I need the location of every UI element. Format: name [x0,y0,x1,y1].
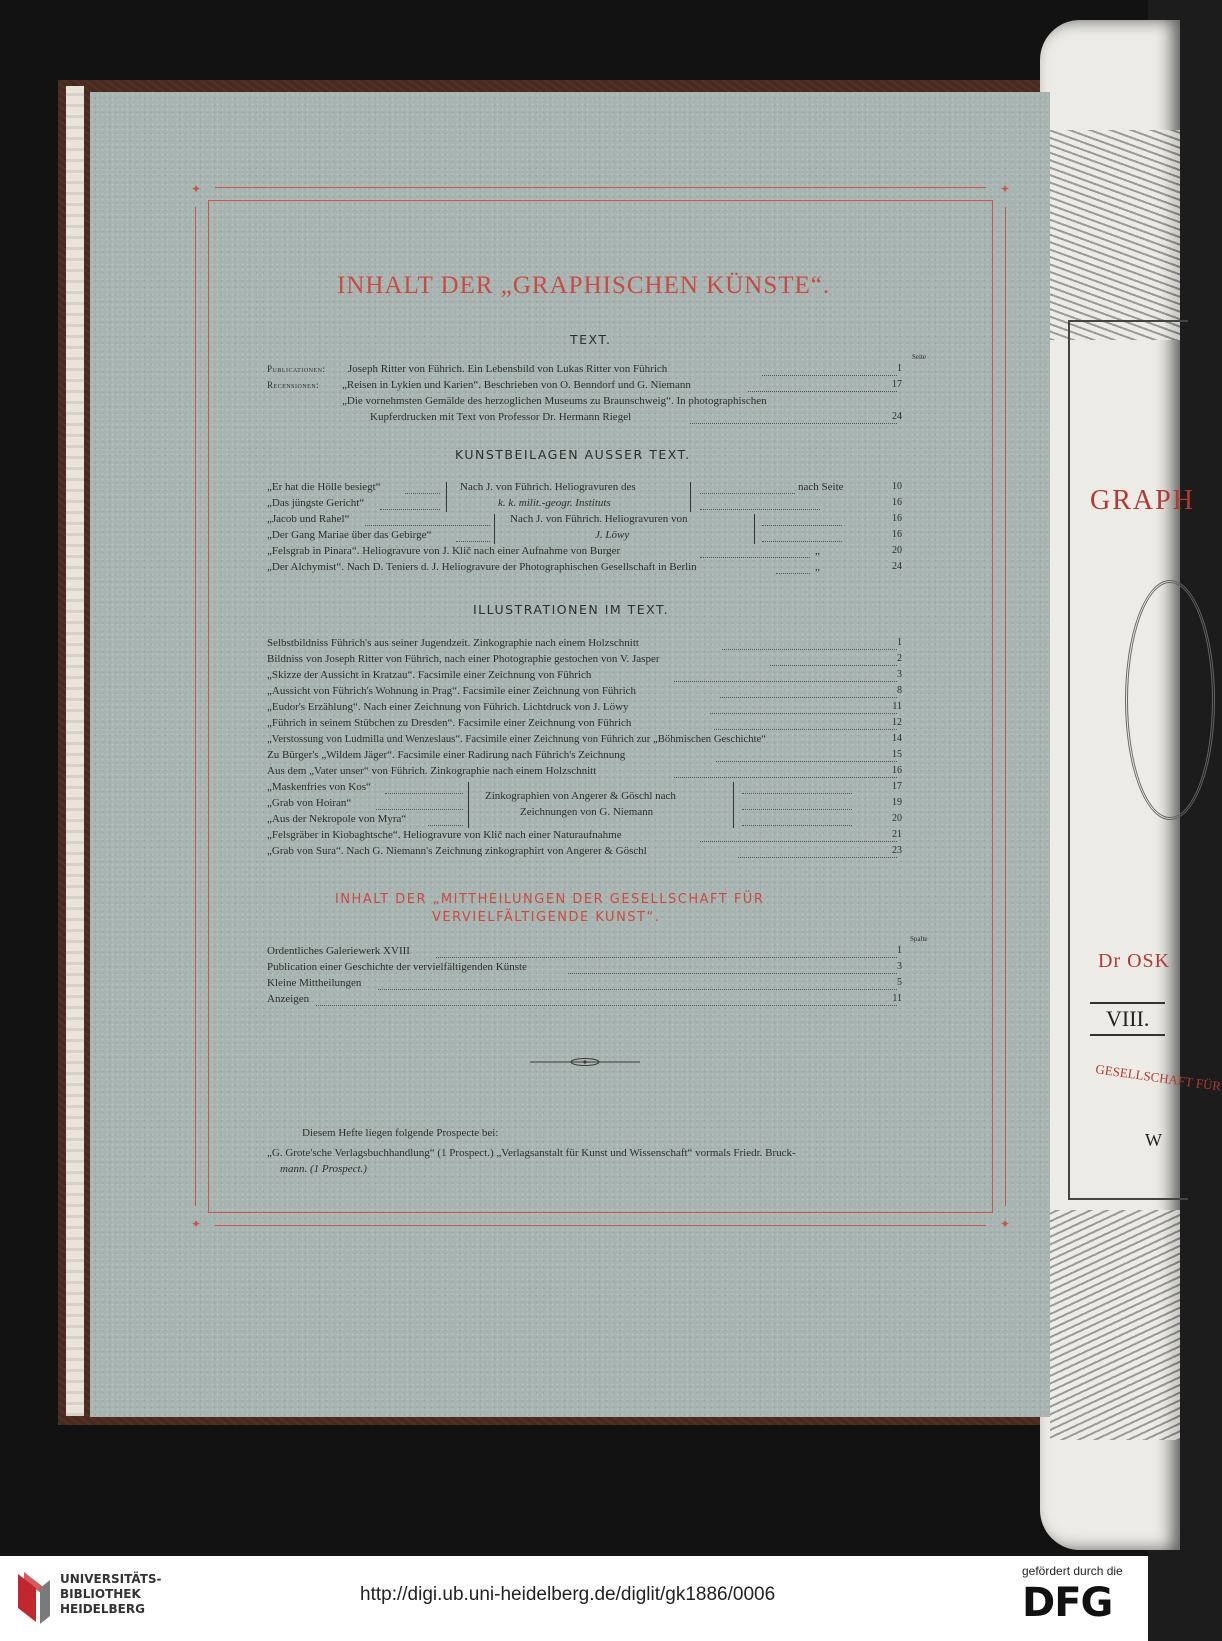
page-number: 16 [892,529,902,540]
page-number: 12 [892,717,902,728]
section-heading-kunstbeilagen: KUNSTBEILAGEN AUSSER TEXT. [455,447,691,462]
page-number: 20 [892,813,902,824]
corner-ornament: ✦ [999,182,1010,196]
mittheilungen-entry: Anzeigen [267,993,310,1005]
label-recensionen: Recensionen: [267,380,320,390]
brace [690,482,691,512]
text-entry: „Die vornehmsten Gemälde des herzoglichen Museums zu Braunschweig“. In photographischen [342,395,767,407]
page-number: 16 [892,513,902,524]
page-number: 15 [892,749,902,760]
group-note: Nach J. von Führich. Heliogravuren des [460,481,636,493]
permalink-url[interactable]: http://digi.ub.uni-heidelberg.de/diglit/gk1886/0006 [360,1584,776,1605]
plate-title: „Felsgrab in Pinara“. Heliogravure von J. Klič nach einer Aufnahme von Burger [267,545,621,557]
illustration-entry: „Felsgräber in Kiobaghtsche“. Heliogravure von Klič nach einer Naturaufnahme [267,829,622,841]
text-entry: Kupferdrucken mit Text von Professor Dr. Hermann Riegel [370,411,632,423]
facing-page [1040,20,1222,1550]
main-title: INHALT DER „GRAPHISCHEN KÜNSTE“. [337,272,831,299]
facing-ornament-top [1050,130,1180,340]
corner-ornament: ✦ [191,1217,202,1231]
page-number: 21 [892,829,902,840]
leader-dots [568,973,897,974]
page-number: 11 [892,701,902,712]
label-publicationen: Publicationen: [267,364,326,374]
ditto-mark: „ [815,545,820,557]
plate-title: „Der Alchymist“. Nach D. Teniers d. J. Heliogravure der Photographischen Gesellschaft in Berlin [267,561,697,573]
corner-ornament: ✦ [999,1217,1010,1231]
page-number: 10 [892,481,902,492]
page-number: 24 [892,411,902,422]
nach-seite-label: nach Seite [798,481,844,493]
plate-title: „Er hat die Hölle besiegt“ [267,481,381,493]
plate-title: „Das jüngste Gericht“ [267,497,365,509]
plate-title: „Jacob und Rahel“ [267,513,350,525]
illustration-entry: „Aussicht von Führich's Wohnung in Prag“. Facsimile einer Zeichnung von Führich [267,685,637,697]
leader-dots [690,423,897,424]
leader-dots [378,989,897,990]
leader-dots [700,841,897,842]
prospekte-line2: mann. (1 Prospect.) [280,1163,367,1175]
leader-dots [720,697,897,698]
leader-dots [716,761,897,762]
column-label-seite: Seite [912,353,926,361]
page-number: 1 [897,363,902,374]
column-label-spalte: Spalte [910,935,928,943]
leader-dots [700,509,820,510]
prospekte-line1: „G. Grote'sche Verlagsbuchhandlung“ (1 Prospect.) „Verlagsanstalt für Kunst und Wissenschaft“ vormals Friedr. Bruck- [267,1147,796,1159]
illustration-entry: „Maskenfries von Kos“ [267,781,371,793]
page-number: 20 [892,545,902,556]
facing-ornament-bottom [1050,1210,1180,1440]
illustration-entry: „Grab von Hoiran“ [267,797,352,809]
brace [446,482,447,512]
facing-volume: VIII. [1090,1002,1165,1036]
illustration-entry: Aus dem „Vater unser“ von Führich. Zinkographie nach einem Holzschnitt [267,765,597,777]
group-note: k. k. milit.-geogr. Instituts [498,497,611,509]
page-number: 23 [892,845,902,856]
ditto-mark: „ [815,561,820,573]
leader-dots [376,809,463,810]
leader-dots [714,729,897,730]
dfg-logo: DFG [1022,1580,1113,1626]
leader-dots [316,1005,897,1006]
mittheilungen-heading-line1: INHALT DER „MITTHEILUNGEN DER GESELLSCHAFT FÜR [335,892,765,907]
cover-strip [66,86,84,1416]
leader-dots [762,541,842,542]
group-note: J. Löwy [595,529,630,541]
brace [754,514,755,544]
library-line2: BIBLIOTHEK [60,1587,141,1601]
page-number: 1 [897,945,902,956]
illustration-entry: „Grab von Sura“. Nach G. Niemann's Zeichnung zinkographirt von Angerer & Göschl [267,845,647,857]
page-number: 24 [892,561,902,572]
library-name [60,1572,162,1617]
leader-dots [742,809,852,810]
page-number: 3 [897,669,902,680]
page-number: 3 [897,961,902,972]
brace [733,782,734,828]
page-number: 17 [892,781,902,792]
leader-dots [456,541,490,542]
group-note: Nach J. von Führich. Heliogravuren von [510,513,688,525]
leader-dots [748,391,897,392]
plate-title: „Der Gang Mariae über das Gebirge“ [267,529,432,541]
text-entry: Joseph Ritter von Führich. Ein Lebensbild von Lukas Ritter von Führich [348,363,668,375]
corner-ornament: ✦ [191,182,202,196]
library-line3: HEIDELBERG [60,1602,145,1616]
leader-dots [674,777,897,778]
leader-dots [700,493,795,494]
leader-dots [710,713,897,714]
text-entry: „Reisen in Lykien und Karien“. Beschrieben von O. Benndorf und G. Niemann [342,379,691,391]
mittheilungen-entry: Publication einer Geschichte der vervielfältigenden Künste [267,961,527,973]
leader-dots [776,573,810,574]
facing-society: GESELLSCHAFT FÜR [1094,1061,1222,1094]
leader-dots [428,825,463,826]
prospekte-intro: Diesem Hefte liegen folgende Prospecte bei: [302,1127,499,1139]
facing-oval-ornament [1125,580,1215,820]
page-number: 1 [897,637,902,648]
page-number: 8 [897,685,902,696]
page-number: 11 [892,993,902,1004]
mittheilungen-entry: Kleine Mittheilungen [267,977,362,989]
facing-w: W [1145,1130,1162,1150]
university-logo-icon [14,1568,54,1626]
leader-dots [436,957,897,958]
page-number: 16 [892,497,902,508]
leader-dots [742,793,852,794]
brace [468,782,469,828]
ornament-divider [530,1057,640,1067]
illustration-entry: „Verstossung von Ludmilla und Wenzeslaus“. Facsimile einer Zeichnung von Führich zur „Böhmischen Geschichte“ [267,733,767,745]
illustration-entry: Bildniss von Joseph Ritter von Führich, nach einer Photographie gestochen von V. Jasper [267,653,660,665]
mittheilungen-heading-line2: VERVIELFÄLTIGENDE KUNST“. [432,910,661,925]
page-number: 17 [892,379,902,390]
brace [494,514,495,544]
leader-dots [738,857,897,858]
facing-author: Dr OSK [1098,950,1171,972]
illustration-entry: „Aus der Nekropole von Myra“ [267,813,407,825]
page-number: 14 [892,733,902,744]
illustration-entry: „Eudor's Erzählung“. Nach einer Zeichnung von Führich. Lichtdruck von J. Löwy [267,701,629,713]
leader-dots [405,493,440,494]
illustration-entry: Zu Bürger's „Wildem Jäger“. Facsimile einer Radirung nach Führich's Zeichnung [267,749,626,761]
page-number: 16 [892,765,902,776]
mittheilungen-entry: Ordentliches Galeriewerk XVIII [267,945,410,957]
leader-dots [762,525,842,526]
group-note: Zinkographien von Angerer & Göschl nach [485,790,676,802]
page-number: 2 [897,653,902,664]
leader-dots [385,793,463,794]
leader-dots [700,557,810,558]
library-line1: UNIVERSITÄTS- [60,1572,162,1586]
leader-dots [380,509,440,510]
leader-dots [770,665,897,666]
illustration-entry: „Skizze der Aussicht in Kratzau“. Facsimile einer Zeichnung von Führich [267,669,592,681]
funding-note: gefördert durch die [1022,1564,1123,1578]
leader-dots [722,649,897,650]
group-note: Zeichnungen von G. Niemann [520,806,654,818]
leader-dots [762,375,897,376]
facing-title: GRAPH [1090,485,1195,516]
page [90,92,1050,1417]
illustration-entry: „Führich in seinem Stübchen zu Dresden“. Facsimile einer Zeichnung von Führich [267,717,632,729]
section-heading-illustrationen: ILLUSTRATIONEN IM TEXT. [473,602,670,617]
page-number: 5 [897,977,902,988]
leader-dots [742,825,852,826]
footer-bar [0,1556,1148,1641]
leader-dots [674,681,897,682]
leader-dots [365,525,490,526]
section-heading-text: TEXT. [570,332,612,347]
illustration-entry: Selbstbildniss Führich's aus seiner Jugendzeit. Zinkographie nach einem Holzschnitt [267,637,639,649]
page-number: 19 [892,797,902,808]
